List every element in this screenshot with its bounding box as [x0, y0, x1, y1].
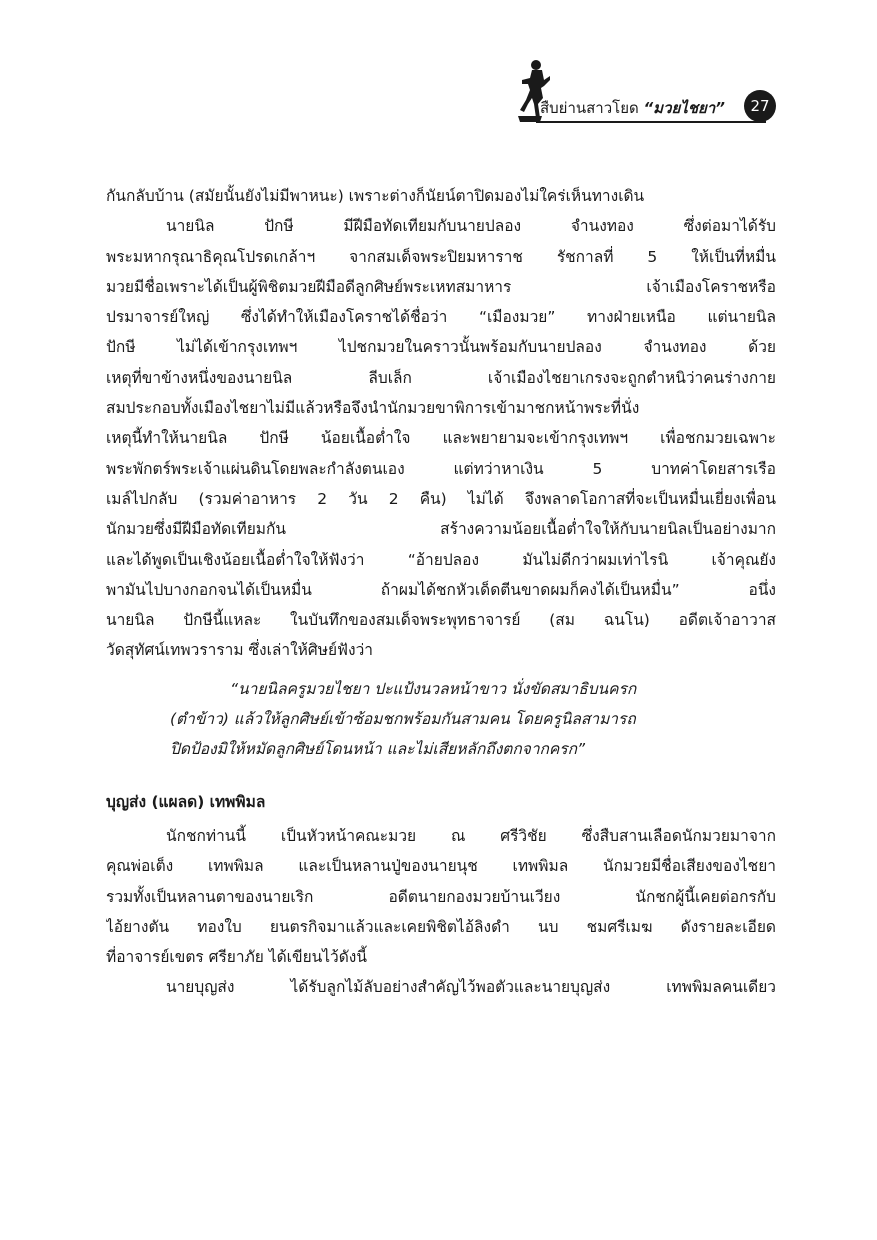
block-quote	[106, 674, 776, 765]
paragraph-1	[106, 181, 776, 211]
page-number: 27	[744, 90, 776, 122]
text-line: นายบุญส่ง ได้รับลูกไม้ลับอย่างสำคัญไว้พอตัวและนายบุญส่ง เทพพิมลคนเดียว	[166, 978, 776, 997]
quote-line: ปิดป้องมิให้หมัดลูกศิษย์โดนหน้า และไม่เสียหลักถึงตกจากครก”	[170, 740, 586, 759]
text-line: ปักษี ไม่ได้เข้ากรุงเทพฯ ไปชกมวยในคราวนั้นพร้อมกับนายปลอง จำนงทอง ด้วย	[106, 338, 776, 357]
text-line: รวมทั้งเป็นหลานตาของนายเริก อดีตนายกองมวยบ้านเวียง นักชกผู้นี้เคยต่อกรกับ	[106, 887, 776, 906]
paragraph-4	[106, 972, 776, 1002]
text-line: นายนิล ปักษี มีฝีมือทัดเทียมกับนายปลอง จำนงทอง ซึ่งต่อมาได้รับ	[166, 217, 776, 236]
text-line: ที่อาจารย์เขตร ศรียาภัย ได้เขียนไว้ดังนี้	[106, 948, 367, 967]
text-line: พระพักตร์พระเจ้าแผ่นดินโดยพละกำลังตนเอง แต่ทว่าหาเงิน 5 บาทค่าโดยสารเรือ	[106, 459, 776, 478]
quote-line: (ตำข้าว) แล้วให้ลูกศิษย์เข้าซ้อมชกพร้อมกันสามคน โดยครูนิลสามารถ	[170, 710, 636, 729]
running-title-italic: “มวยไชยา”	[643, 99, 725, 117]
text-line: มวยมีชื่อเพราะได้เป็นผู้พิชิตมวยฝีมือดีลูกศิษย์พระเหทสมาหาร เจ้าเมืองโคราชหรือ	[106, 277, 776, 296]
paragraph-2	[106, 211, 776, 665]
text-line: พระมหากรุณาธิคุณโปรดเกล้าฯ จากสมเด็จพระปิยมหาราช รัชกาลที่ 5 ให้เป็นที่หมื่น	[106, 247, 776, 266]
running-title-plain: สืบย่านสาวโยด	[540, 99, 639, 117]
text-line: นักชกท่านนี้ เป็นหัวหน้าคณะมวย ณ ศรีวิชัย ซึ่งสืบสานเลือดนักมวยมาจาก	[166, 826, 776, 845]
text-line: เมล์ไปกลับ (รวมค่าอาหาร 2 วัน 2 คืน) ไม่ได้ จึงพลาดโอกาสที่จะเป็นหมื่นเยี่ยงเพื่อน	[106, 489, 776, 508]
text-line: วัดสุทัศน์เทพวราราม ซึ่งเล่าให้ศิษย์ฟังว่า	[106, 641, 373, 660]
page-header	[516, 58, 776, 128]
text-line: พามันไปบางกอกจนได้เป็นหมื่น ถ้าผมได้ชกหัวเด็ดตีนขาดผมก็คงได้เป็นหมื่น” อนึ่ง	[106, 580, 776, 599]
text-line: ไอ้ยางตัน ทองใบ ยนตรกิจมาแล้วและเคยพิชิตไอ้ลิงดำ นบ ชมศรีเมฆ ดังรายละเอียด	[106, 917, 776, 936]
text-line: สมประกอบทั้งเมืองไชยาไม่มีแล้วหรือจึงนำนักมวยขาพิการเข้ามาชกหน้าพระที่นั่ง	[106, 399, 640, 418]
quote-line: “นายนิลครูมวยไชยา ปะแป้งนวลหน้าขาว นั่งขัดสมาธิบนครก	[230, 679, 637, 698]
header-rule	[536, 121, 766, 123]
text-line: ปรมาจารย์ใหญ่ ซึ่งได้ทำให้เมืองโคราชได้ชื่อว่า “เมืองมวย” ทางฝ่ายเหนือ แต่นายนิล	[106, 308, 776, 327]
text-line: เหตุนี้ทำให้นายนิล ปักษี น้อยเนื้อต่ำใจ และพยายามจะเข้ากรุงเทพฯ เพื่อชกมวยเฉพาะ	[106, 429, 776, 448]
text-line: คุณพ่อเต็ง เทพพิมล และเป็นหลานปู่ของนายนุช เทพพิมล นักมวยมีชื่อเสียงของไชยา	[106, 857, 776, 876]
text-line: และได้พูดเป็นเชิงน้อยเนื้อต่ำใจให้ฟังว่า “อ้ายปลอง มันไม่ดีกว่าผมเท่าไรนิ เจ้าคุณยัง	[106, 550, 776, 569]
running-title	[540, 96, 725, 120]
section-heading: บุญส่ง (แผลด) เทพพิมล	[106, 792, 266, 811]
page-body	[106, 181, 776, 1003]
text-line: กันกลับบ้าน (สมัยนั้นยังไม่มีพาหนะ) เพราะต่างก็นัยน์ตาปิดมองไม่ใคร่เห็นทางเดิน	[106, 187, 645, 205]
text-line: เหตุที่ขาข้างหนึ่งของนายนิล ลีบเล็ก เจ้าเมืองไชยาเกรงจะถูกตำหนิว่าคนร่างกาย	[106, 368, 776, 387]
paragraph-3	[106, 821, 776, 972]
text-line: นักมวยซึ่งมีฝีมือทัดเทียมกัน สร้างความน้อยเนื้อต่ำใจให้กับนายนิลเป็นอย่างมาก	[106, 520, 776, 539]
text-line: นายนิล ปักษีนี้แหละ ในบันทึกของสมเด็จพระพุทธาจารย์ (สม ฉนโน) อดีตเจ้าอาวาส	[106, 611, 776, 630]
